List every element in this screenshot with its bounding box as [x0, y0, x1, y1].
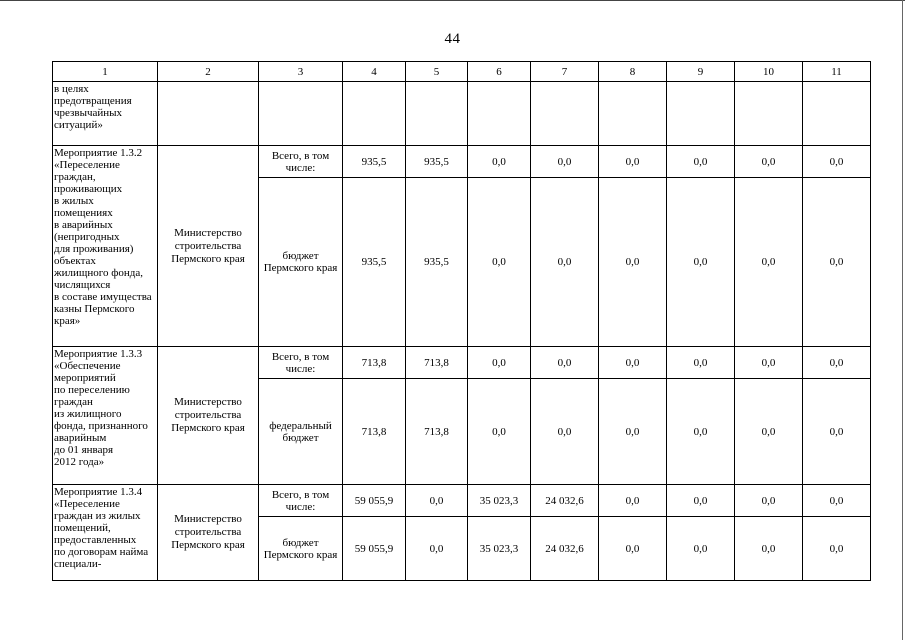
table-header-row	[53, 62, 871, 82]
value-cell: 0,0	[667, 347, 735, 379]
empty-cell	[406, 82, 468, 146]
value-cell: 0,0	[599, 347, 667, 379]
value-cell: 0,0	[803, 178, 871, 347]
value-cell: 713,8	[406, 347, 468, 379]
header-cell: 9	[667, 62, 735, 82]
value-cell: 0,0	[406, 517, 468, 581]
value-cell: 0,0	[531, 146, 599, 178]
header-cell: 1	[53, 62, 158, 82]
value-cell: 935,5	[343, 178, 406, 347]
value-cell: 713,8	[343, 347, 406, 379]
value-cell: 0,0	[599, 146, 667, 178]
executor-name: Министерство строительства Пермского края	[158, 485, 259, 581]
value-cell: 0,0	[803, 347, 871, 379]
value-cell: 24 032,6	[531, 517, 599, 581]
value-cell: 713,8	[343, 379, 406, 485]
value-cell: 0,0	[667, 379, 735, 485]
value-cell: 935,5	[343, 146, 406, 178]
header-cell: 8	[599, 62, 667, 82]
activity-name: Мероприятие 1.3.2 «Переселение граждан, проживающих в жилых помещениях в аварийных (непригодных для проживания) объектах жилищного фонда, числящихся в составе имущества казны Пермского края»	[53, 146, 158, 347]
value-cell: 0,0	[468, 347, 531, 379]
header-cell: 7	[531, 62, 599, 82]
funding-source: Всего, в том числе:	[259, 485, 343, 517]
table-row	[53, 485, 871, 517]
executor-name: Министерство строительства Пермского края	[158, 347, 259, 485]
value-cell: 0,0	[735, 517, 803, 581]
value-cell: 0,0	[599, 379, 667, 485]
continuation-text: в целях предотвращения чрезвычайных ситуаций»	[53, 82, 158, 146]
empty-cell	[599, 82, 667, 146]
page-number: 44	[444, 31, 461, 47]
value-cell: 24 032,6	[531, 485, 599, 517]
funding-source: федеральный бюджет	[259, 379, 343, 485]
continuation-row	[53, 82, 871, 146]
value-cell: 0,0	[599, 178, 667, 347]
value-cell: 35 023,3	[468, 485, 531, 517]
value-cell: 0,0	[667, 178, 735, 347]
header-cell: 11	[803, 62, 871, 82]
value-cell: 59 055,9	[343, 485, 406, 517]
activity-name: Мероприятие 1.3.4 «Переселение граждан из жилых помещений, предоставленных по договорам найма специали-	[53, 485, 158, 581]
value-cell: 0,0	[599, 485, 667, 517]
value-cell: 0,0	[531, 178, 599, 347]
value-cell: 0,0	[667, 485, 735, 517]
top-border-line	[0, 0, 905, 1]
empty-cell	[803, 82, 871, 146]
table-row	[53, 146, 871, 178]
funding-source: бюджет Пермского края	[259, 517, 343, 581]
budget-table	[52, 61, 871, 581]
header-cell: 4	[343, 62, 406, 82]
activity-name: Мероприятие 1.3.3 «Обеспечение мероприятий по переселению граждан из жилищного фонда, признанного аварийным до 01 января 2012 года»	[53, 347, 158, 485]
header-cell: 2	[158, 62, 259, 82]
value-cell: 0,0	[468, 178, 531, 347]
empty-cell	[158, 82, 259, 146]
right-border-line	[902, 0, 903, 640]
empty-cell	[735, 82, 803, 146]
value-cell: 0,0	[735, 178, 803, 347]
value-cell: 0,0	[599, 517, 667, 581]
funding-source: Всего, в том числе:	[259, 146, 343, 178]
value-cell: 0,0	[531, 379, 599, 485]
empty-cell	[468, 82, 531, 146]
empty-cell	[531, 82, 599, 146]
value-cell: 0,0	[468, 379, 531, 485]
value-cell: 0,0	[803, 146, 871, 178]
value-cell: 935,5	[406, 178, 468, 347]
value-cell: 0,0	[406, 485, 468, 517]
value-cell: 0,0	[531, 347, 599, 379]
header-cell: 5	[406, 62, 468, 82]
value-cell: 0,0	[803, 485, 871, 517]
value-cell: 0,0	[735, 379, 803, 485]
value-cell: 0,0	[803, 379, 871, 485]
table-row	[53, 347, 871, 379]
value-cell: 0,0	[735, 347, 803, 379]
value-cell: 935,5	[406, 146, 468, 178]
value-cell: 0,0	[667, 517, 735, 581]
empty-cell	[667, 82, 735, 146]
funding-source: Всего, в том числе:	[259, 347, 343, 379]
value-cell: 0,0	[735, 485, 803, 517]
header-cell: 3	[259, 62, 343, 82]
empty-cell	[259, 82, 343, 146]
header-cell: 10	[735, 62, 803, 82]
value-cell: 0,0	[468, 146, 531, 178]
value-cell: 0,0	[735, 146, 803, 178]
value-cell: 0,0	[667, 146, 735, 178]
executor-name: Министерство строительства Пермского края	[158, 146, 259, 347]
header-cell: 6	[468, 62, 531, 82]
funding-source: бюджет Пермского края	[259, 178, 343, 347]
value-cell: 0,0	[803, 517, 871, 581]
value-cell: 35 023,3	[468, 517, 531, 581]
value-cell: 713,8	[406, 379, 468, 485]
value-cell: 59 055,9	[343, 517, 406, 581]
empty-cell	[343, 82, 406, 146]
